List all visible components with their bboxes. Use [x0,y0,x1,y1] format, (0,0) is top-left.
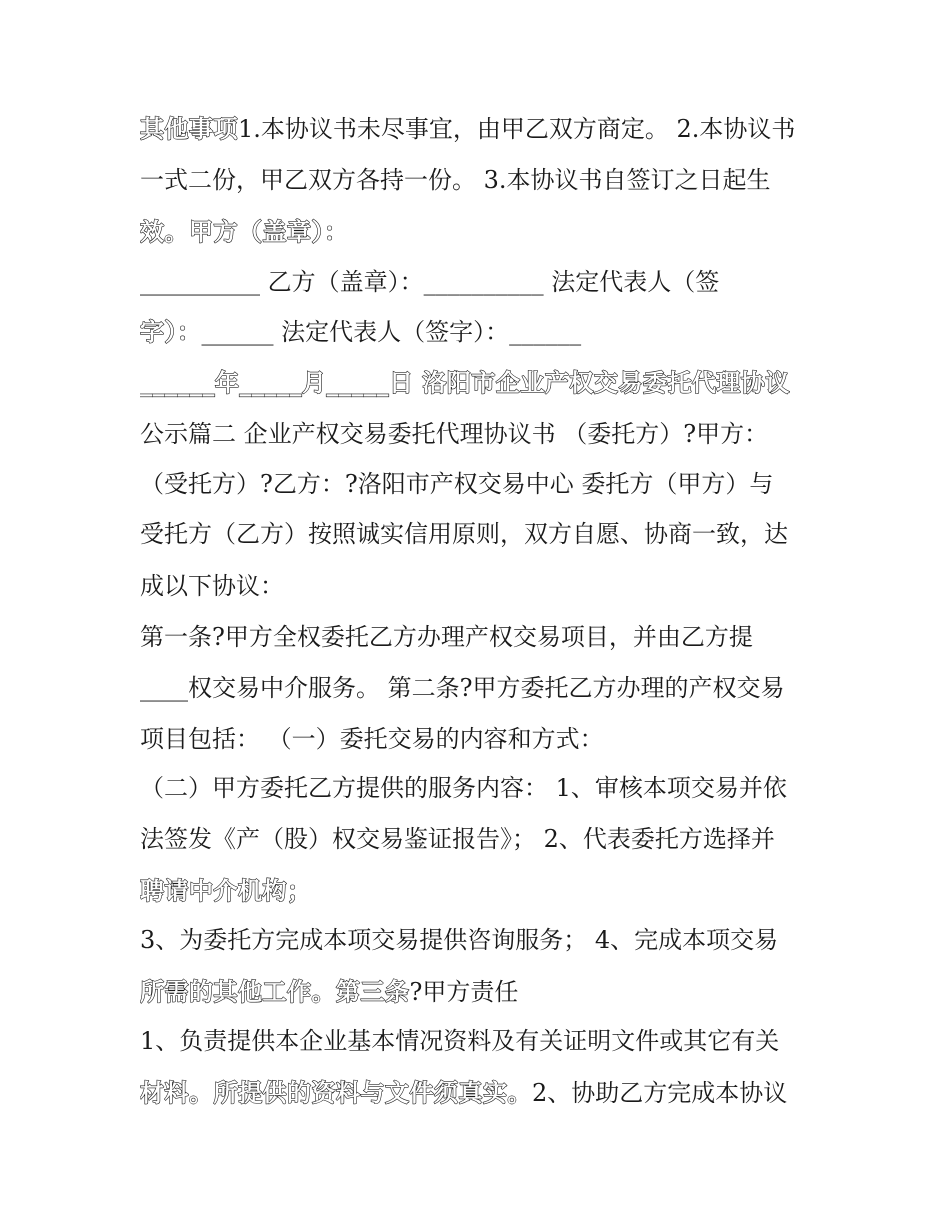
text-segment: 公示篇二 企业产权交易委托代理协议书 （委托方）?甲方： [140,420,769,448]
text-line-4 [140,262,820,302]
text-line-15 [140,819,820,859]
text-segment: 第一条?甲方全权委托乙方办理产权交易项目，并由乙方提 [140,623,753,651]
text-line-11 [140,617,820,657]
text-segment: 法签发《产（股）权交易鉴证报告》； 2、代表委托方选择并 [140,825,775,853]
text-segment: 效。甲方（盖章）： [140,218,349,246]
text-segment: 字）： [140,318,202,346]
text-line-19 [140,1021,820,1061]
text-line-6 [140,363,820,403]
text-segment: 1.本协议书未尽事宜，由甲乙双方商定。 2.本协议书 [238,115,796,143]
text-line-12 [140,668,820,708]
text-segment: ?甲方责任 [409,978,519,1006]
text-segment: 1、负责提供本企业基本情况资料及有关证明文件或其它有关 [140,1027,780,1055]
text-segment: 所需的其他工作。第三条 [140,978,410,1006]
text-line-8 [140,464,820,504]
text-segment: 3、为委托方完成本项交易提供咨询服务； 4、完成本项交易 [140,926,779,954]
text-segment: 受托方（乙方）按照诚实信用原则，双方自愿、协商一致，达 [140,520,788,548]
text-segment: 成以下协议： [140,572,284,600]
text-segment: （二）甲方委托乙方提供的服务内容： 1、审核本项交易并依 [140,774,787,802]
text-line-16 [140,871,820,911]
text-line-1 [140,109,820,149]
text-segment: ______年_____月_____日 洛阳市企业产权交易委托代理协议 [140,369,790,397]
text-line-7 [140,414,820,454]
text-line-14 [140,768,820,808]
text-line-3 [140,212,820,252]
text-line-2 [140,160,820,200]
text-segment: （受托方）?乙方：?洛阳市产权交易中心 委托方（甲方）与 [140,470,774,498]
text-line-20 [140,1073,820,1113]
text-segment: 一式二份，甲乙双方各持一份。 3.本协议书自签订之日起生 [140,166,771,194]
text-segment: __________ 乙方（盖章）：__________ 法定代表人（签 [140,268,720,296]
text-segment: 聘请中介机构； [140,877,312,905]
text-line-17 [140,920,820,960]
text-line-13 [140,719,820,759]
text-segment: 材料。所提供的资料与文件须真实。 [140,1079,532,1107]
text-segment: 2、协助乙方完成本协议 [532,1079,788,1107]
text-line-5 [140,312,820,352]
text-line-9 [140,514,820,554]
text-line-18 [140,972,820,1012]
text-line-10 [140,566,820,606]
text-segment: 项目包括： （一）委托交易的内容和方式： [140,725,604,753]
text-segment: ______ 法定代表人（签字）：______ [201,318,582,346]
text-segment: ____权交易中介服务。 第二条?甲方委托乙方办理的产权交易 [140,674,785,702]
text-segment: 其他事项 [140,115,238,143]
